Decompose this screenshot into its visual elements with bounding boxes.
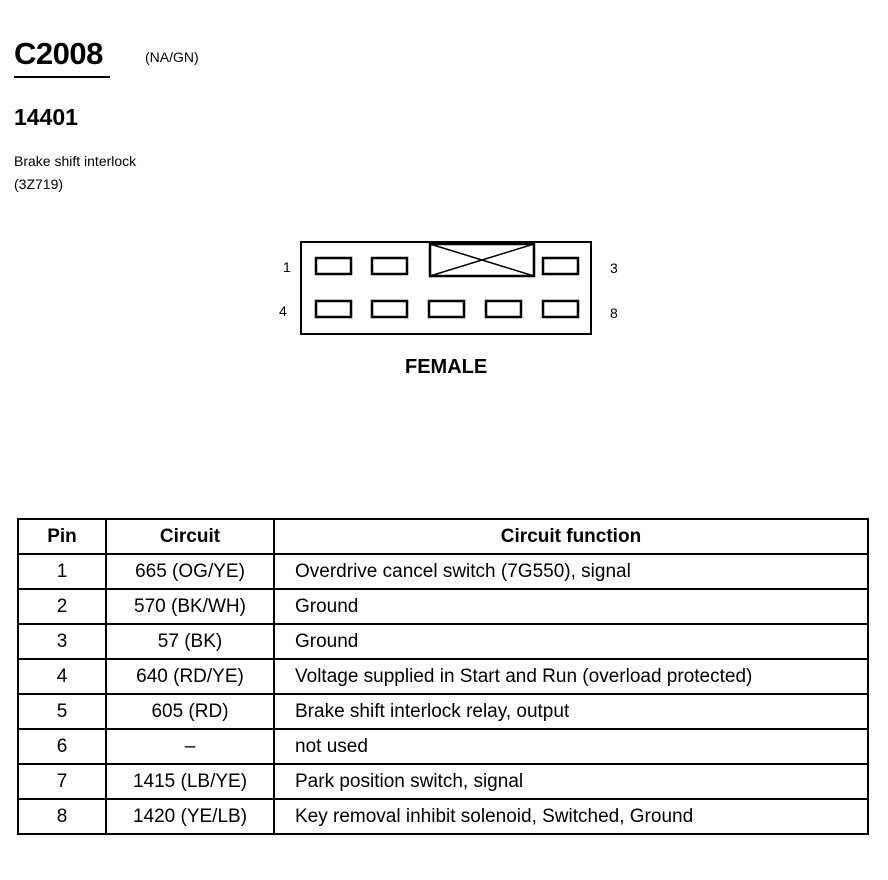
blocked-cavity-keyway xyxy=(430,244,534,276)
pin-label-8: 8 xyxy=(610,305,618,321)
connector-housing xyxy=(301,242,591,334)
pin-cell: 2 xyxy=(18,589,106,624)
circuit-cell: 1420 (YE/LB) xyxy=(106,799,274,834)
function-cell: Ground xyxy=(274,624,868,659)
pin-cell: 5 xyxy=(18,694,106,729)
pin-cavity-6 xyxy=(429,301,464,317)
function-cell: Overdrive cancel switch (7G550), signal xyxy=(274,554,868,589)
pin-label-1: 1 xyxy=(283,259,291,275)
pin-cell: 1 xyxy=(18,554,106,589)
table-row xyxy=(18,694,868,729)
pin-label-3: 3 xyxy=(610,260,618,276)
connector-diagram xyxy=(0,0,888,400)
connector-view-label: FEMALE xyxy=(405,356,488,378)
part-number: 14401 xyxy=(14,104,78,130)
table-row xyxy=(18,764,868,799)
pin-cavity-7 xyxy=(486,301,521,317)
connector-id: C2008 xyxy=(14,36,103,71)
function-cell: Key removal inhibit solenoid, Switched, Ground xyxy=(274,799,868,834)
column-header-pin: Pin xyxy=(18,519,106,554)
function-cell: not used xyxy=(274,729,868,764)
circuit-cell: – xyxy=(106,729,274,764)
table-row xyxy=(18,624,868,659)
circuit-cell: 640 (RD/YE) xyxy=(106,659,274,694)
pin-cell: 4 xyxy=(18,659,106,694)
table-header-row xyxy=(18,519,868,554)
column-header-circuit: Circuit xyxy=(106,519,274,554)
table-row xyxy=(18,659,868,694)
function-cell: Voltage supplied in Start and Run (overload protected) xyxy=(274,659,868,694)
pin-cell: 6 xyxy=(18,729,106,764)
component-description: Brake shift interlock xyxy=(14,153,137,169)
table-row xyxy=(18,589,868,624)
function-cell: Park position switch, signal xyxy=(274,764,868,799)
table-row xyxy=(18,729,868,764)
pin-cavity-4 xyxy=(316,301,351,317)
pin-cavity-5 xyxy=(372,301,407,317)
pin-cell: 3 xyxy=(18,624,106,659)
pin-cavity-1 xyxy=(316,258,351,274)
pin-table xyxy=(17,518,869,835)
pin-cell: 7 xyxy=(18,764,106,799)
circuit-cell: 57 (BK) xyxy=(106,624,274,659)
column-header-circuit-function: Circuit function xyxy=(274,519,868,554)
connector-color-code: (NA/GN) xyxy=(145,49,199,65)
pin-cavity-3 xyxy=(543,258,578,274)
circuit-cell: 665 (OG/YE) xyxy=(106,554,274,589)
circuit-cell: 605 (RD) xyxy=(106,694,274,729)
table-row xyxy=(18,554,868,589)
pin-cavity-8 xyxy=(543,301,578,317)
pin-cavity-2 xyxy=(372,258,407,274)
table-row xyxy=(18,799,868,834)
circuit-cell: 1415 (LB/YE) xyxy=(106,764,274,799)
pin-cell: 8 xyxy=(18,799,106,834)
circuit-cell: 570 (BK/WH) xyxy=(106,589,274,624)
function-cell: Brake shift interlock relay, output xyxy=(274,694,868,729)
function-cell: Ground xyxy=(274,589,868,624)
component-part-code: (3Z719) xyxy=(14,176,64,192)
pin-label-4: 4 xyxy=(279,303,287,319)
